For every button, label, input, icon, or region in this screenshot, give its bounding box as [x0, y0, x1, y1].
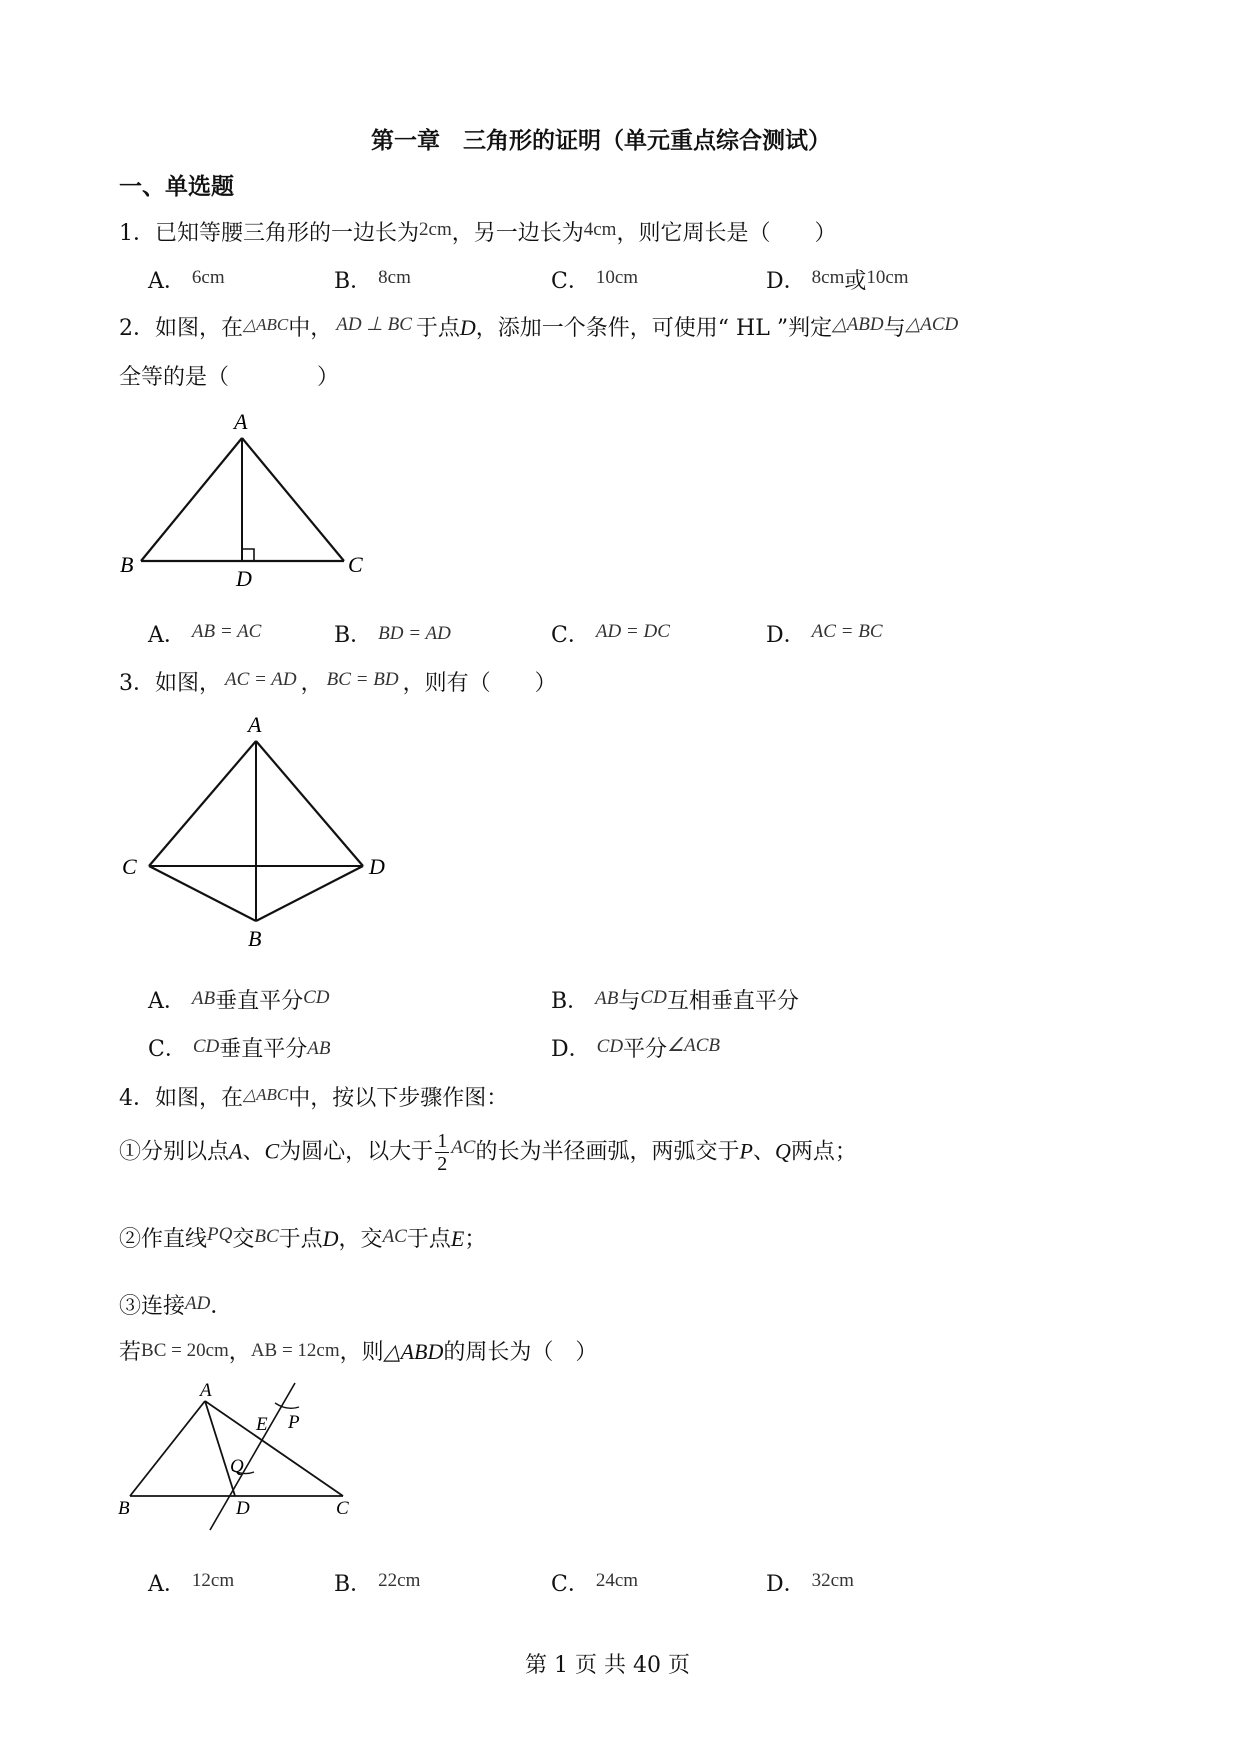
- step-text: 、: [752, 1139, 775, 1165]
- option-b[interactable]: [334, 618, 451, 649]
- option-value: 22cm: [378, 1570, 421, 1591]
- option-a[interactable]: [148, 264, 225, 295]
- step-text: 为圆心，以大于: [279, 1139, 434, 1165]
- option-math: ∠ACB: [667, 1035, 720, 1056]
- option-value: 8cm: [378, 267, 411, 288]
- question-text: ，: [300, 671, 323, 696]
- label-a: A: [234, 409, 248, 434]
- question-text: 如图，在: [155, 1086, 244, 1111]
- label-b: B: [248, 926, 262, 951]
- option-label: D．: [766, 1572, 806, 1597]
- option-label: A．: [148, 623, 186, 648]
- segment-db: [256, 866, 363, 921]
- question-number: 3．: [119, 671, 155, 696]
- option-text: 或: [844, 269, 867, 294]
- math-value: 4cm: [583, 219, 617, 240]
- label-d: D: [236, 566, 252, 586]
- option-math: CD: [596, 1036, 624, 1057]
- option-label: C．: [551, 269, 590, 294]
- math-expr: A: [229, 1138, 243, 1164]
- step-text: 于点: [278, 1227, 323, 1252]
- option-value: 24cm: [595, 1570, 639, 1591]
- question-4-step1: [119, 1130, 857, 1175]
- question-text: ，则: [339, 1340, 384, 1365]
- option-text: 与: [618, 989, 641, 1014]
- question-2-line2: 全等的是（ ）: [119, 365, 340, 390]
- math-expr: △ACD: [905, 314, 959, 335]
- option-text: 垂直平分: [215, 989, 304, 1014]
- right-angle-mark: [242, 549, 254, 561]
- option-math: AB: [191, 988, 216, 1009]
- option-value: 10cm: [595, 267, 639, 288]
- question-4-condition: [119, 1335, 597, 1366]
- question-text: ，添加一个条件，可使用“ HL ”判定: [475, 316, 833, 341]
- segment-ac: [242, 438, 344, 561]
- label-d: D: [369, 854, 385, 879]
- question-4: [119, 1081, 508, 1112]
- option-label: D．: [766, 623, 806, 648]
- option-label: C．: [551, 1572, 590, 1597]
- question-text: ，则有（ ）: [402, 671, 557, 696]
- option-label: B．: [334, 623, 373, 648]
- step-text: ，交: [338, 1227, 383, 1252]
- segment-ac: [205, 1401, 343, 1496]
- option-math: AB: [595, 988, 619, 1009]
- option-math: CD: [303, 987, 330, 1008]
- math-expr: AC: [451, 1136, 476, 1158]
- question-text: 于点: [415, 316, 460, 341]
- math-expr: AD ⊥ BC: [336, 314, 412, 335]
- question-text: 已知等腰三角形的一边长为: [155, 221, 420, 246]
- option-label: C．: [551, 623, 590, 648]
- question-text: 如图，: [155, 671, 222, 696]
- figure-q2: [110, 406, 380, 586]
- question-number: 4．: [119, 1086, 155, 1111]
- option-value: 6cm: [191, 267, 225, 288]
- label-e: E: [256, 1414, 268, 1435]
- math-expr: C: [264, 1138, 280, 1164]
- label-c: C: [348, 552, 363, 577]
- option-c[interactable]: [148, 1032, 330, 1063]
- step-text: ③连接: [119, 1294, 186, 1319]
- question-text: 中，: [288, 316, 333, 341]
- option-b[interactable]: [334, 1567, 420, 1598]
- math-expr: △ABD: [832, 314, 884, 335]
- math-expr: BC = 20cm: [141, 1340, 229, 1361]
- question-4-step3: [119, 1289, 232, 1320]
- math-expr: D: [459, 315, 476, 340]
- figure-q4: [110, 1378, 370, 1538]
- question-4-step2: [119, 1222, 486, 1253]
- step-text: ；: [464, 1227, 487, 1252]
- question-text: ，另一边长为: [451, 221, 584, 246]
- label-c: C: [122, 854, 137, 879]
- step-text: ①分别以点: [119, 1139, 230, 1165]
- step-text: ．: [210, 1294, 233, 1319]
- label-c: C: [336, 1498, 349, 1519]
- option-text: 平分: [623, 1037, 668, 1062]
- label-q: Q: [230, 1456, 244, 1477]
- option-d[interactable]: [551, 1032, 720, 1063]
- option-d[interactable]: [766, 1567, 854, 1598]
- segment-ab: [130, 1401, 205, 1496]
- question-text: 若: [119, 1340, 142, 1365]
- page-footer: 第 1 页 共 40 页: [525, 1653, 690, 1678]
- label-b: B: [118, 1498, 130, 1519]
- math-expr: △ABD: [383, 1339, 444, 1364]
- question-1: [119, 216, 836, 247]
- segment-ab: [141, 438, 242, 561]
- math-expr: AC = AD: [225, 669, 297, 690]
- option-math: CD: [192, 1036, 220, 1057]
- question-text: ，则它周长是（ ）: [616, 221, 837, 246]
- question-number: 2．: [119, 316, 155, 341]
- step-text: 于点: [406, 1227, 451, 1252]
- option-c[interactable]: [551, 264, 638, 295]
- question-text: 中，按以下步骤作图：: [288, 1086, 509, 1111]
- question-3: [119, 666, 557, 697]
- math-expr: AC: [382, 1226, 407, 1247]
- step-text: 的长为半径画弧，两弧交于: [475, 1139, 740, 1165]
- step-text: ②作直线: [119, 1227, 208, 1252]
- option-value: 12cm: [191, 1570, 235, 1591]
- option-a[interactable]: [148, 1567, 234, 1598]
- option-value: 32cm: [811, 1570, 854, 1591]
- option-label: A．: [148, 1572, 186, 1597]
- option-text: 垂直平分: [219, 1037, 308, 1062]
- math-expr: D: [322, 1226, 339, 1251]
- math-expr: BC = BD: [326, 669, 399, 690]
- label-p: P: [288, 1412, 300, 1433]
- option-label: A．: [148, 269, 186, 294]
- option-label: D．: [766, 269, 806, 294]
- option-a[interactable]: [148, 618, 261, 649]
- option-label: A．: [148, 989, 186, 1014]
- math-expr: P: [739, 1138, 753, 1164]
- math-expr: AB = 12cm: [250, 1340, 340, 1361]
- option-d[interactable]: [766, 264, 909, 295]
- option-label: B．: [334, 1572, 373, 1597]
- segment-cb: [149, 866, 256, 921]
- option-math: CD: [640, 987, 667, 1008]
- step-text: 、: [242, 1139, 265, 1165]
- question-text: 的周长为（ ）: [443, 1340, 598, 1365]
- step-text: 两点；: [790, 1139, 857, 1165]
- math-expr: Q: [774, 1138, 791, 1164]
- option-c[interactable]: [551, 618, 670, 649]
- fraction-numerator: 1: [437, 1130, 448, 1152]
- question-text: 与: [883, 316, 906, 341]
- math-expr: △ABC: [243, 315, 289, 334]
- math-expr: PQ: [207, 1224, 233, 1245]
- label-b: B: [120, 552, 134, 577]
- option-d[interactable]: [766, 618, 883, 649]
- arc-p: [275, 1403, 299, 1408]
- math-expr: △ABC: [243, 1085, 289, 1104]
- option-value: BD = AD: [378, 623, 451, 644]
- math-expr: BC: [254, 1226, 279, 1247]
- math-expr: AD: [185, 1293, 211, 1314]
- option-value: 8cm: [811, 267, 845, 288]
- option-a[interactable]: [148, 984, 330, 1015]
- option-value: AD = DC: [595, 621, 670, 642]
- page-title: 第一章 三角形的证明（单元重点综合测试）: [371, 127, 831, 154]
- question-2: [119, 311, 958, 342]
- question-text: 如图，在: [155, 316, 244, 341]
- math-value: 2cm: [419, 219, 452, 240]
- math-expr: E: [450, 1226, 465, 1251]
- question-number: 1．: [119, 221, 155, 246]
- option-value: AB = AC: [191, 621, 262, 642]
- fraction-denominator: 2: [437, 1153, 448, 1175]
- option-b[interactable]: [334, 264, 411, 295]
- option-value: AC = BC: [811, 621, 883, 642]
- option-c[interactable]: [551, 1567, 638, 1598]
- figure-q3: [110, 708, 400, 958]
- label-d: D: [236, 1498, 250, 1519]
- segment-ad: [205, 1401, 235, 1496]
- fraction: [435, 1130, 449, 1175]
- segment-ad: [256, 741, 363, 866]
- option-math: AB: [307, 1038, 331, 1059]
- section-heading: 一、单选题: [119, 173, 234, 200]
- label-a: A: [248, 712, 262, 737]
- label-a: A: [200, 1380, 212, 1401]
- segment-ac: [149, 741, 256, 866]
- question-text: ，: [228, 1340, 251, 1365]
- option-label: C．: [148, 1037, 187, 1062]
- option-value: 10cm: [866, 267, 909, 288]
- option-label: B．: [334, 269, 373, 294]
- option-label: B．: [551, 989, 590, 1014]
- option-text: 互相垂直平分: [666, 989, 799, 1014]
- option-label: D．: [551, 1037, 591, 1062]
- option-b[interactable]: [551, 984, 799, 1015]
- step-text: 交: [232, 1227, 255, 1252]
